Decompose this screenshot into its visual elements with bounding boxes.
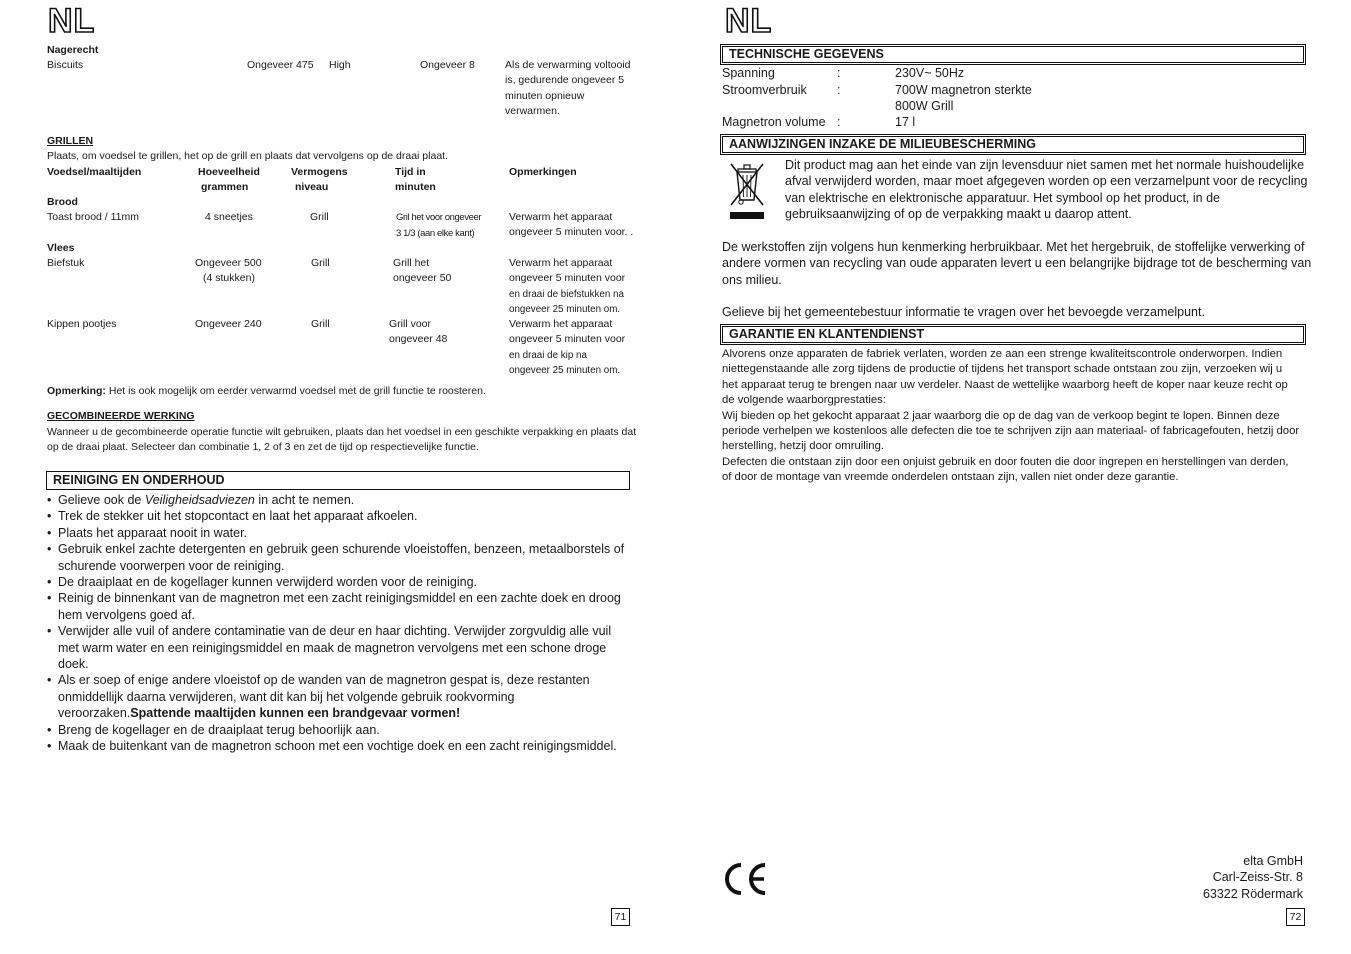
- stroom-colon: :: [837, 83, 841, 97]
- volume-label: Magnetron volume: [722, 115, 826, 129]
- garantie-heading: GARANTIE EN KLANTENDIENST: [722, 326, 1304, 343]
- volume-value: 17 l: [895, 115, 916, 129]
- reiniging-heading: REINIGING EN ONDERHOUD: [46, 471, 630, 490]
- grillen-heading: GRILLEN: [47, 135, 94, 147]
- language-code-right: NL: [725, 2, 773, 40]
- nagerecht-remarks: Als de verwarming voltooid is, gedurende ongeveer 5 minuten opnieuw verwarmen.: [505, 59, 631, 117]
- nagerecht-power: High: [329, 59, 351, 71]
- garantie-text: Alvorens onze apparaten de fabriek verlaten, worden ze aan een strenge kwaliteitscontrole onderworpen. Indien niettegenstaande alle zorg tijdens de productie of tijdens het transport schade ontstaan zou zijn, verzoeken wij u het apparaat terug te brengen naar uw verdeler. Naast de wettelijke waarborg heeft de koper naar keuze recht op de volgende waarborgprestaties: Wij bieden op het gekocht apparaat 2 jaar waarborg die op de dag van de verkoop begint te lopen. Binnen deze periode verhelpen we kostenloos alle defecten die toe te schrijven zijn aan materiaal- of fabricagefouten, hetzij door herstelling, hetzij door omruiling. Defecten die ontstaan zijn door een onjuist gebruik en door fouten die door ingrepen en herstellingen van derden, of door de montage van vreemde onderdelen ontstaan zijn, vallen niet onder deze garantie.: [722, 348, 1300, 484]
- milieu-paragraph-3: Gelieve bij het gemeentebestuur informatie te vragen over het bevoegde verzamelpunt.: [722, 305, 1205, 319]
- biefstuk-power: Grill: [311, 257, 330, 269]
- list-item: • Verwijder alle vuil of andere contaminatie van de deur en haar dichting. Verwijder zorgvuldig alle vuil met warm water en een reinigingsmiddel en maak de magnetron vervolgens met een schone droge doek.: [47, 623, 627, 672]
- spanning-value: 230V~ 50Hz: [895, 66, 965, 80]
- ce-mark-icon: [722, 862, 768, 896]
- kip-name: Kippen pootjes: [47, 318, 117, 330]
- spanning-label: Spanning: [722, 66, 775, 80]
- language-code-left: NL: [48, 2, 96, 40]
- toast-amount: 4 sneetjes: [205, 211, 253, 223]
- reiniging-list: [47, 492, 627, 755]
- biefstuk-name: Biefstuk: [47, 257, 85, 269]
- weee-bin-icon: [726, 160, 768, 222]
- biefstuk-amount: Ongeveer 500 (4 stukken): [195, 257, 262, 285]
- grillen-intro: Plaats, om voedsel te grillen, het op de grill en plaats dat vervolgens op de draai plaat.: [47, 150, 448, 162]
- list-item: • De draaiplaat en de kogellager kunnen verwijderd worden voor de reiniging.: [47, 574, 627, 590]
- toast-remarks: Verwarm het apparaat ongeveer 5 minuten voor. .: [509, 211, 634, 239]
- kip-amount: Ongeveer 240: [195, 318, 262, 330]
- toast-name: Toast brood / 11mm: [47, 211, 140, 223]
- list-item: • Reinig de binnenkant van de magnetron met een zacht reinigingsmiddel en een zachte doek en droog hem vervolgens goed af.: [47, 590, 627, 623]
- kip-time: Grill voor ongeveer 48: [389, 318, 448, 346]
- nagerecht-item: Biscuits: [47, 59, 84, 71]
- list-item: • Plaats het apparaat nooit in water.: [47, 525, 627, 541]
- grill-note: Opmerking: Het is ook mogelijk om eerder verwarmd voedsel met de grill functie te roosteren.: [47, 385, 486, 397]
- kip-remarks: Verwarm het apparaat ongeveer 5 minuten voor en draai de kip na ongeveer 25 minuten om.: [509, 318, 626, 376]
- nagerecht-amount: Ongeveer 475: [247, 59, 314, 71]
- toast-time: Gril het voor ongeveer 3 1/3 (aan elke kant): [396, 212, 482, 239]
- biefstuk-remarks: Verwarm het apparaat ongeveer 5 minuten voor en draai de biefstukken na ongeveer 25 minuten om.: [509, 257, 626, 315]
- list-item: • Gebruik enkel zachte detergenten en gebruik geen schurende vloeistoffen, benzeen, metaalborstels of schurende voorwerpen voor de reiniging.: [47, 541, 627, 574]
- page-number-left: 71: [611, 908, 630, 926]
- gecombineerd-text: Wanneer u de gecombineerde operatie functie wilt gebruiken, plaats dan het voedsel in een geschikte verpakking en plaats dat op de draai plaat. Selecteer dan combinatie 1, 2 of 3 en zet de tijd op respectievelijke functie.: [47, 426, 637, 454]
- list-item: • Maak de buitenkant van de magnetron schoon met een vochtige doek en een zacht reinigingsmiddel.: [47, 738, 627, 754]
- kip-power: Grill: [311, 318, 330, 330]
- milieu-text: Dit product mag aan het einde van zijn levensduur niet samen met het normale huishoudelijke afval verwijderd worden, maar moet afgegeven worden op een verzamelpunt voor de recycling van elektrische en elektronische apparatuur. Het symbool op het product, in de gebruiksaanwijzing of op de verpakking maakt u daarop attent.: [785, 158, 1308, 222]
- col-power-header: Vermogens niveau: [291, 166, 348, 194]
- company-address: elta GmbH Carl-Zeiss-Str. 8 63322 Rödermark: [1202, 854, 1303, 901]
- toast-power: Grill: [310, 211, 329, 223]
- list-item: • Gelieve ook de Veiligheidsadviezen in acht te nemen.: [47, 492, 627, 508]
- col-food-header: Voedsel/maaltijden: [47, 166, 142, 178]
- gecombineerd-heading: GECOMBINEERDE WERKING: [47, 410, 195, 422]
- stroom-value: 700W magnetron sterkte 800W Grill: [895, 83, 1032, 114]
- milieu-paragraph-2: De werkstoffen zijn volgens hun kenmerking herbruikbaar. Met het hergebruik, de stoffelijke verwerking of andere vormen van recycling van oude apparaten levert u een belangrijke bijdrage tot de bescherming van ons milieu.: [722, 240, 1312, 287]
- volume-colon: :: [837, 115, 841, 129]
- page-number-right: 72: [1286, 908, 1305, 926]
- list-item: • Als er soep of enige andere vloeistof op de wanden van de magnetron gespat is, deze restanten onmiddellijk daarna verwijderen, want dit kan bij het volgende gebruik rookvorming veroorzaken.Spattende maaltijden kunnen een brandgevaar vormen!: [47, 672, 627, 721]
- col-time-header: Tijd in minuten: [395, 166, 436, 194]
- col-remarks-header: Opmerkingen: [509, 166, 577, 178]
- spanning-colon: :: [837, 66, 841, 80]
- stroom-label: Stroomverbruik: [722, 83, 807, 97]
- nagerecht-heading: Nagerecht: [47, 44, 99, 56]
- vlees-heading: Vlees: [47, 242, 75, 254]
- list-item: • Trek de stekker uit het stopcontact en laat het apparaat afkoelen.: [47, 508, 627, 524]
- milieu-heading: AANWIJZINGEN INZAKE DE MILIEUBESCHERMING: [722, 136, 1304, 153]
- col-amount-header: Hoeveelheid grammen: [198, 166, 260, 194]
- list-item: • Breng de kogellager en de draaiplaat terug behoorlijk aan.: [47, 722, 627, 738]
- biefstuk-time: Grill het ongeveer 50: [393, 257, 452, 285]
- brood-heading: Brood: [47, 196, 78, 208]
- tech-heading: TECHNISCHE GEGEVENS: [722, 46, 1304, 63]
- nagerecht-time: Ongeveer 8: [420, 59, 475, 71]
